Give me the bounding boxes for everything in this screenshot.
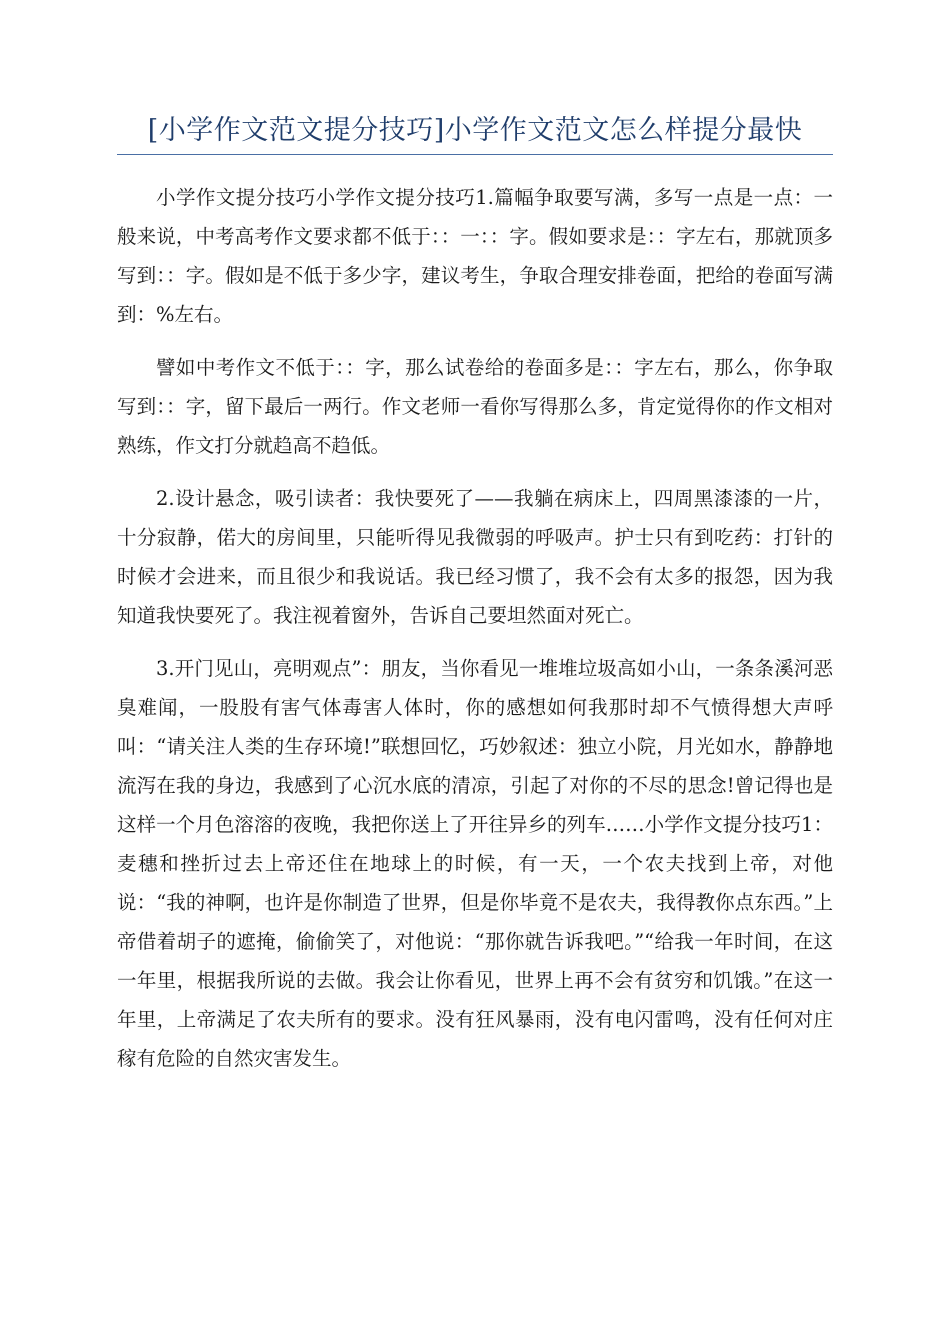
paragraph-1: 小学作文提分技巧小学作文提分技巧1.篇幅争取要写满，多写一点是一点：一般来说，中考高考作文要求都不低于：：一：：字。假如要求是：：字左右，那就顶多写到：：字。假如是不低于多少字，建议考生，争取合理安排卷面，把给的卷面写满到：%左右。 xyxy=(117,186,833,326)
page-title: [小学作文范文提分技巧]小学作文范文怎么样提分最快 xyxy=(147,115,803,146)
paragraph-3: 2.设计悬念，吸引读者：我快要死了——我躺在病床上，四周黑漆漆的一片，十分寂静，偌大的房间里，只能听得见我微弱的呼吸声。护士只有到吃药：打针的时候才会进来，而且很少和我说话。我已经习惯了，我不会有太多的报怨，因为我知道我快要死了。我注视着窗外，告诉自己要坦然面对死亡。 xyxy=(117,487,833,627)
document-body xyxy=(117,178,833,1092)
title-block xyxy=(117,112,833,155)
paragraph-2: 譬如中考作文不低于：：字，那么试卷给的卷面多是：：字左右，那么，你争取写到：：字，留下最后一两行。作文老师一看你写得那么多，肯定觉得你的作文相对熟练，作文打分就趋高不趋低。 xyxy=(117,356,833,457)
paragraph-4: 3.开门见山，亮明观点”：朋友，当你看见一堆堆垃圾高如小山，一条条溪河恶臭难闻，一股股有害气体毒害人体时，你的感想如何我那时却不气愤得想大声呼叫：“请关注人类的生存环境!”联想回忆，巧妙叙述：独立小院，月光如水，静静地流泻在我的身边，我感到了心沉水底的清凉，引起了对你的不尽的思念!曾记得也是这样一个月色溶溶的夜晚，我把你送上了开往异乡的列车……小学作文提分技巧1：麦穗和挫折过去上帝还住在地球上的时候，有一天，一个农夫找到上帝，对他说：“我的神啊，也许是你制造了世界，但是你毕竟不是农夫，我得教你点东西。”上帝借着胡子的遮掩，偷偷笑了，对他说：“那你就告诉我吧。”“给我一年时间，在这一年里，根据我所说的去做。我会让你看见，世界上再不会有贫穷和饥饿。”在这一年里，上帝满足了农夫所有的要求。没有狂风暴雨，没有电闪雷鸣，没有任何对庄稼有危险的自然灾害发生。 xyxy=(117,657,833,1070)
